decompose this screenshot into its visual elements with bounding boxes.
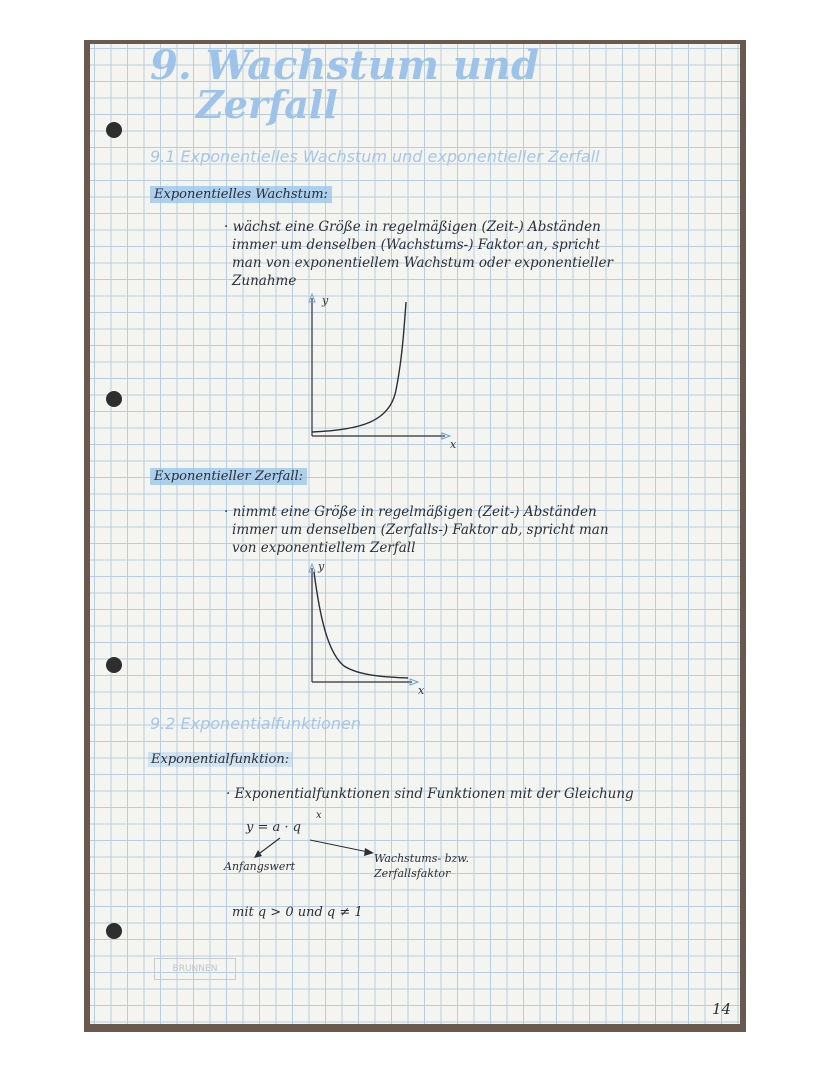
condition: mit q > 0 und q ≠ 1 (232, 905, 363, 920)
decay-text-line: von exponentiellem Zerfall (232, 540, 416, 556)
growth-text-line: man von exponentiellem Wachstum oder exponentieller (232, 255, 613, 271)
growth-graph-x-label: x (450, 438, 457, 451)
label-anfangswert: Anfangswert (224, 860, 296, 873)
growth-heading: Exponentielles Wachstum: (150, 186, 332, 203)
section-heading-9-2: 9.2 Exponentialfunktionen (150, 714, 361, 733)
function-heading (148, 752, 292, 767)
growth-text-line: Zunahme (232, 273, 297, 289)
decay-text-line: · nimmt eine Größe in regelmäßigen (Zeit-) Abständen (224, 504, 597, 520)
paper-brand-stamp: BRUNNEN (154, 958, 236, 980)
decay-text-line: immer um denselben (Zerfalls-) Faktor ab, spricht man (232, 522, 609, 538)
growth-graph-y-label: y (322, 294, 329, 307)
punch-hole (106, 657, 122, 673)
arrow-to-faktor (310, 840, 368, 852)
page-title-line-2: Zerfall (196, 82, 338, 127)
page-number: 14 (712, 1000, 732, 1018)
decay-curve (314, 572, 408, 678)
growth-text-line: · wächst eine Größe in regelmäßigen (Zeit-) Abständen (224, 219, 601, 235)
decay-graph-y-label: y (318, 560, 325, 573)
decay-graph-x-label: x (418, 684, 425, 697)
decay-graph (300, 558, 440, 698)
punch-hole (106, 391, 122, 407)
equation-exponent: x (316, 810, 322, 821)
page-title-line-1: 9. Wachstum und (150, 42, 539, 89)
label-faktor-line-1: Wachstums- bzw. (374, 852, 470, 865)
arrow-head (364, 848, 374, 856)
section-heading-9-1: 9.1 Exponentielles Wachstum und exponentieller Zerfall (150, 147, 600, 166)
decay-heading: Exponentieller Zerfall: (150, 468, 307, 485)
arrow-head (254, 850, 262, 858)
growth-text-line: immer um denselben (Wachstums-) Faktor an, spricht (232, 237, 601, 253)
growth-graph (300, 290, 470, 455)
equation: y = a · q (246, 820, 301, 835)
punch-hole (106, 923, 122, 939)
function-heading-text: Exponentialfunktion: (148, 752, 292, 767)
label-faktor-line-2: Zerfallsfaktor (374, 867, 451, 880)
growth-curve (312, 302, 406, 432)
punch-hole (106, 122, 122, 138)
function-intro: · Exponentialfunktionen sind Funktionen mit der Gleichung (226, 786, 634, 802)
